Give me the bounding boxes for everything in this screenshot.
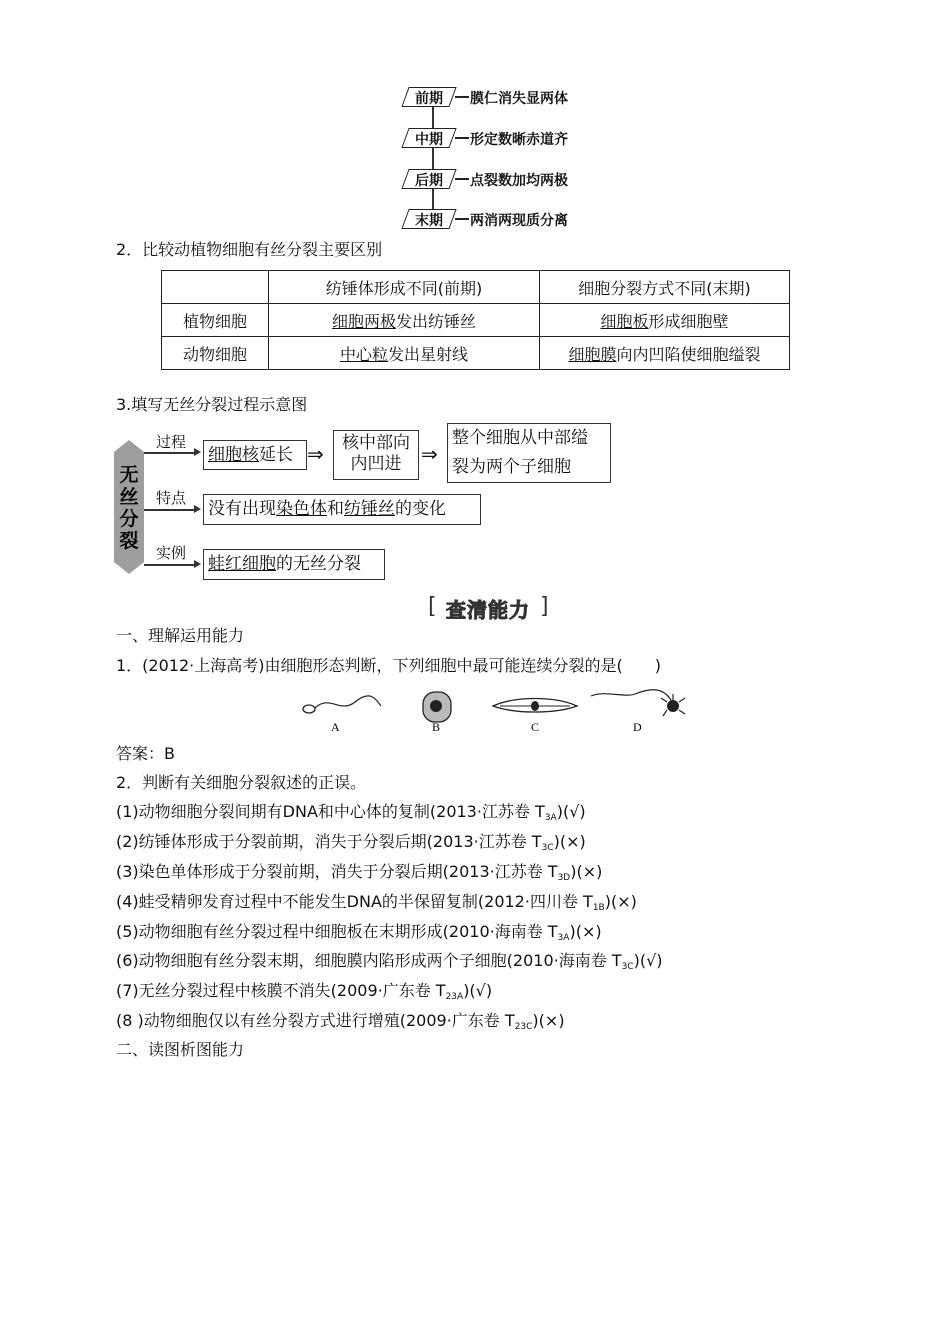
list-item: (2)纺锤体形成于分裂前期，消失于分裂后期(2013·江苏卷 $T_{3C})(\times)$ <box>116 832 586 853</box>
question-2: 2．判断有关细胞分裂叙述的正误。 <box>116 773 367 792</box>
cell-c-spindle-cell-icon <box>493 699 577 713</box>
bracket-left: [ <box>428 594 437 619</box>
phase-prophase-desc: 膜仁消失显两体 <box>470 91 568 107</box>
list-item: (8 )动物细胞仅以有丝分裂方式进行增殖(2009·广东卷 $T_{23C})(\times)$ <box>116 1011 565 1032</box>
cell-figures <box>295 684 695 734</box>
table-header: 纺锤体形成不同(前期) <box>269 271 540 304</box>
check-ability-title: 查清能力 <box>446 598 530 622</box>
list-item: (7)无丝分裂过程中核膜不消失(2009·广东卷 $T_{23A})(√)$ <box>116 981 493 1002</box>
list-item: (1)动物细胞分裂间期有DNA和中心体的复制(2013·江苏卷 $T_{3A})(√)$ <box>116 802 586 823</box>
table-row: 植物细胞 细胞两极发出纺锤丝 细胞板形成细胞壁 <box>162 304 790 337</box>
table-row: 动物细胞 中心粒发出星射线 细胞膜向内凹陷使细胞缢裂 <box>162 337 790 370</box>
phase-telophase: 末期 <box>405 209 453 229</box>
cell-b-round-cell-icon <box>423 692 451 722</box>
process-box-3: 整个细胞从中部缢 裂为两个子细胞 <box>447 423 611 483</box>
phase-anaphase-desc: 点裂数加均两极 <box>470 173 568 189</box>
cell-label: B <box>432 720 441 734</box>
example-box: 蛙红细胞的无丝分裂 <box>203 549 385 580</box>
branch-feature-label: 特点 <box>156 489 187 507</box>
list-item: (6)动物细胞有丝分裂末期，细胞膜内陷形成两个子细胞(2010·海南卷 $T_{3C})(√)$ <box>116 951 663 972</box>
cell-label: A <box>331 720 340 734</box>
process-box-2: 核中部向 内凹进 <box>333 430 419 480</box>
list-item: (3)染色单体形成于分裂前期，消失于分裂后期(2013·江苏卷 $T_{3D})(\times)$ <box>116 862 603 883</box>
bracket-right: ] <box>540 594 549 619</box>
compare-table <box>161 270 790 370</box>
answer: 答案：B <box>116 744 175 763</box>
phase-anaphase: 后期 <box>405 169 453 189</box>
list-item: (4)蛙受精卵发育过程中不能发生DNA的半保留复制(2012·四川卷 $T_{1B})(\times)$ <box>116 892 637 913</box>
implies-arrow: ⇒ <box>307 442 324 466</box>
feature-box: 没有出现染色体和纺锤丝的变化 <box>203 494 481 525</box>
cell-a-sperm-icon <box>303 696 381 713</box>
part2-title: 二、读图析图能力 <box>116 1040 245 1059</box>
phase-prophase: 前期 <box>405 87 453 107</box>
part1-title: 一、理解运用能力 <box>116 626 245 645</box>
question-1: 1．(2012·上海高考)由细胞形态判断，下列细胞中最可能连续分裂的是( ) <box>116 656 661 675</box>
phase-metaphase: 中期 <box>405 128 453 148</box>
branch-process-label: 过程 <box>156 433 187 451</box>
cell-d-neuron-icon <box>591 690 685 716</box>
table-header-row <box>162 271 790 304</box>
section3-title: 3.填写无丝分裂过程示意图 <box>116 395 308 414</box>
implies-arrow: ⇒ <box>421 442 438 466</box>
process-box-1: 细胞核延长 <box>203 440 307 470</box>
cell-label: C <box>531 720 540 734</box>
amitosis-center-label: 无 丝 分 裂 <box>119 464 139 552</box>
phase-telophase-desc: 两消两现质分离 <box>470 213 568 229</box>
cell-label: D <box>633 720 642 734</box>
list-item: (5)动物细胞有丝分裂过程中细胞板在末期形成(2010·海南卷 $T_{3A})(\times)$ <box>116 922 602 943</box>
section2-title: 2．比较动植物细胞有丝分裂主要区别 <box>116 240 383 259</box>
branch-example-label: 实例 <box>156 544 187 562</box>
phase-metaphase-desc: 形定数晰赤道齐 <box>470 132 568 148</box>
table-header: 细胞分裂方式不同(末期) <box>540 271 790 304</box>
